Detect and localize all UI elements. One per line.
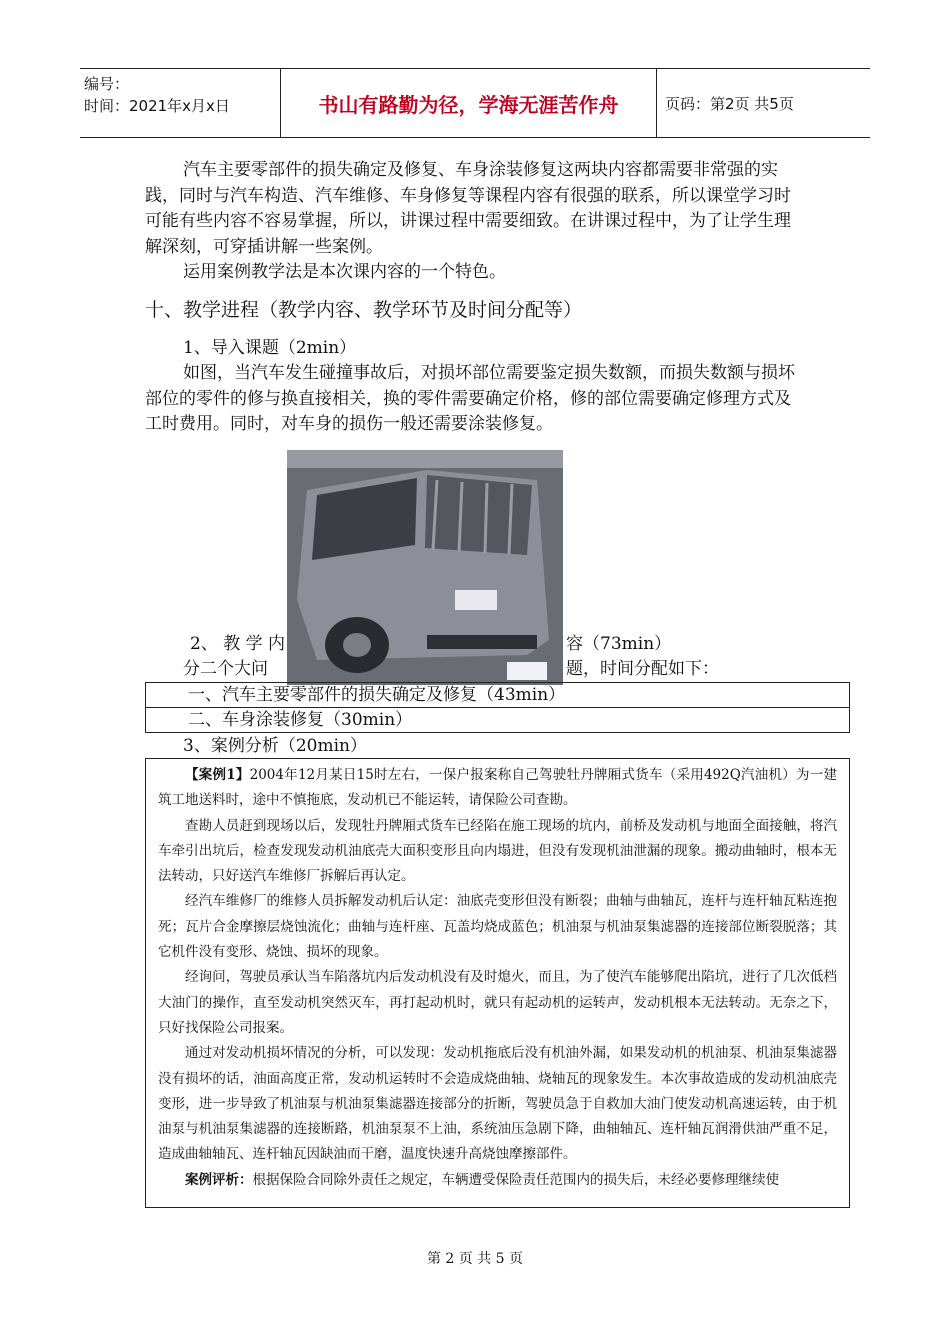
header-page-info: 页码：第2页 共5页 [665,94,794,113]
case-comment: 案例评析：根据保险合同除外责任之规定，车辆遭受保险责任范围内的损失后，未经必要修理继续使 [185,1171,779,1188]
header-motto: 书山有路勤为径，学海无涯苦作舟 [280,69,657,137]
time-row-1-text: 一、汽车主要零部件的损失确定及修复（43min） [188,685,566,705]
item3-title: 3、案例分析（20min） [183,736,367,756]
header-table [80,68,870,138]
number-label: 编号： [84,75,130,93]
page-footer: 第 2 页 共 5 页 [426,1251,524,1267]
time-label: 时间：2021年x月x日 [84,97,230,115]
time-row-1 [145,682,850,708]
case-paragraph-4: 经询问，驾驶员承认当车陷落坑内后发动机没有及时熄火，而且，为了使汽车能够爬出陷坑，进行了几次低档大油门的操作，直至发动机突然灭车，再打起动机时，就只有起动机的运转声，发动机根本无法转动。无奈之下，只好找保险公司报案。 [158,969,837,1036]
item2-title-right: 容（73min） [566,634,672,654]
time-row-2-text: 二、车身涂装修复（30min） [188,710,413,730]
intro-paragraph-2: 运用案例教学法是本次课内容的一个特色。 [183,262,506,282]
case-box [145,758,850,1208]
case-comment-label: 案例评析： [185,1171,253,1188]
item1-text: 如图，当汽车发生碰撞事故后，对损坏部位需要鉴定损失数额，而损失数额与损坏部位的零件的修与换直接相关，换的零件需要确定价格，修的部位需要确定修理方式及工时费用。同时，对车身的损伤一般还需要涂装修复。 [145,363,795,434]
item2-line-left: 分二个大问 [183,659,268,679]
case-paragraph-5: 通过对发动机损坏情况的分析，可以发现：发动机拖底后没有机油外漏，如果发动机的机油泵、机油泵集滤器没有损坏的话，油面高度正常，发动机运转时不会造成烧曲轴、烧轴瓦的现象发生。本次事故造成的发动机油底壳变形，进一步导致了机油泵与机油泵集滤器连接部分的折断，驾驶员急于自救加大油门使发动机高速运转，由于机油泵与机油泵集滤器的连接断路，机油泵泵不上油，系统油压急剧下降，曲轴轴瓦、连杆轴瓦润滑供油严重不足，造成曲轴轴瓦、连杆轴瓦因缺油而干磨，温度快速升高烧蚀摩擦部件。 [158,1045,837,1163]
intro-paragraph-1: 汽车主要零部件的损失确定及修复、车身涂装修复这两块内容都需要非常强的实践，同时与汽车构造、汽车维修、车身修复等课程内容有很强的联系，所以课堂学习时可能有些内容不容易掌握，所以，讲课过程中需要细致。在讲课过程中，为了让学生理解深刻，可穿插讲解一些案例。 [145,160,791,257]
item1-title: 1、导入课题（2min） [183,338,357,358]
case-paragraph-3: 经汽车维修厂的维修人员拆解发动机后认定：油底壳变形但没有断裂；曲轴与曲轴瓦，连杆与连杆轴瓦粘连抱死；瓦片合金摩擦层烧蚀流化；曲轴与连杆座、瓦盖均烧成蓝色；机油泵与机油泵集滤器的连接部位断裂脱落；其它机件没有变形、烧蚀、损坏的现象。 [158,893,837,961]
section-heading: 十、教学进程（教学内容、教学环节及时间分配等） [145,299,583,321]
item2-line-right: 题，时间分配如下： [566,659,719,679]
case-paragraph-2: 查勘人员赶到现场以后，发现牡丹牌厢式货车已经陷在施工现场的坑内，前桥及发动机与地面全面接触，将汽车牵引出坑后，检查发现发动机油底壳大面积变形且向内塌进，但没有发现机油泄漏的现象。搬动曲轴时，根本无法转动，只好送汽车维修厂拆解后再认定。 [158,817,837,885]
case-label: 【案例1】 [185,767,250,783]
case-paragraph-1: 【案例1】2004年12月某日15时左右，一保户报案称自己驾驶牡丹牌厢式货车（采用492Q汽油机）为一建筑工地送料时，途中不慎拖底，发动机已不能运转，请保险公司查勘。 [158,767,837,809]
time-row-2 [145,707,850,733]
item2-title-left: 2、 教 学 内 [190,634,286,654]
header-meta [80,69,280,137]
